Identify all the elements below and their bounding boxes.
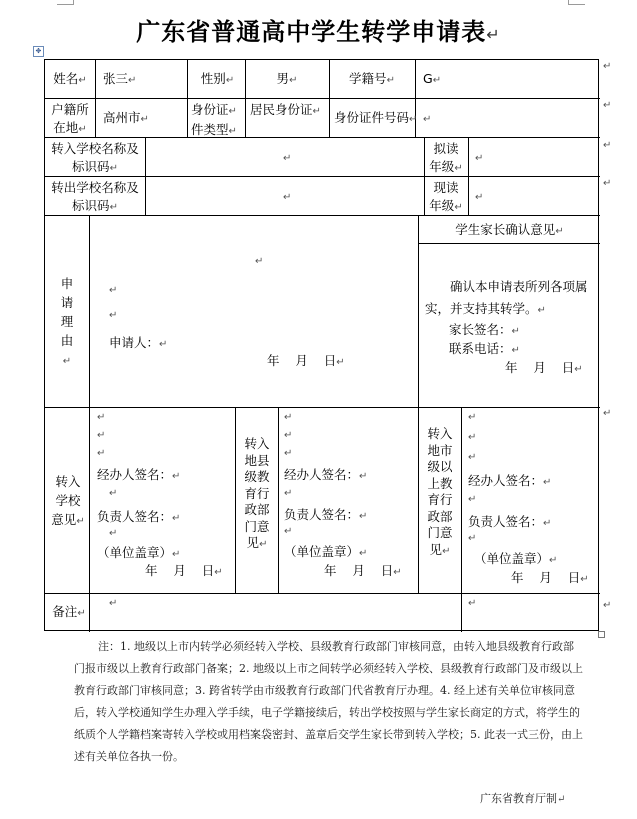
name-value[interactable]: 张三↵ <box>103 71 137 86</box>
row-end-mark: ↵ <box>603 61 612 72</box>
city-opinion-label: 转入 地市 级以 上教 育行 政部 门意 见↵ <box>427 426 453 557</box>
id-no-label: 身份证件号码↵ <box>334 110 418 125</box>
row-end-mark: ↵ <box>603 100 612 111</box>
table-resize-handle[interactable] <box>598 631 605 638</box>
name-label: 姓名↵ <box>53 71 87 86</box>
school-seal-label: （单位盖章）↵ <box>97 545 181 560</box>
parent-phone-label: 联系电话：↵ <box>449 341 520 356</box>
city-handler-label: 经办人签名：↵ <box>468 473 552 488</box>
to-school-label: 转入学校名称及 标识码↵ <box>51 141 139 174</box>
id-type-value[interactable]: 居民身份证↵ <box>250 102 321 117</box>
reason-side-label: 申 请 理 由↵ <box>60 276 74 367</box>
gender-value[interactable]: 男↵ <box>276 71 298 86</box>
school-opinion-label: 转入 学校 意见↵ <box>51 474 85 527</box>
county-opinion-label: 转入 地县 级教 育行 政部 门意 见↵ <box>244 436 270 550</box>
row-end-mark: ↵ <box>603 600 612 611</box>
planned-grade-label: 拟读 年级↵ <box>429 141 463 174</box>
applicant-label: 申请人：↵ <box>109 335 168 350</box>
planned-grade-value[interactable]: ↵ <box>475 153 484 164</box>
student-no-label: 学籍号↵ <box>349 71 395 86</box>
city-leader-label: 负责人签名：↵ <box>468 514 552 529</box>
current-grade-label: 现读 年级↵ <box>429 180 463 213</box>
row-end-mark: ↵ <box>603 178 612 189</box>
parent-sign-label: 家长签名：↵ <box>449 322 520 337</box>
student-no-value[interactable]: G↵ <box>423 71 442 86</box>
reason-date: 年 月 日↵ <box>267 353 345 368</box>
county-date: 年 月 日↵ <box>324 563 402 578</box>
page-corner-mark <box>57 0 74 5</box>
id-type-label: 身份证↵ 件类型↵ <box>191 102 237 137</box>
gender-label: 性别↵ <box>200 71 235 86</box>
school-leader-label: 负责人签名：↵ <box>97 509 181 524</box>
table-move-handle-icon[interactable]: ✥ <box>33 46 44 57</box>
city-date: 年 月 日↵ <box>511 570 589 585</box>
id-no-value[interactable]: ↵ <box>423 114 432 125</box>
issuer-footer: 广东省教育厅制↵ <box>480 792 566 805</box>
row-end-mark: ↵ <box>603 140 612 151</box>
county-leader-label: 负责人签名：↵ <box>284 507 368 522</box>
from-school-label: 转出学校名称及 标识码↵ <box>51 180 139 213</box>
remarks-label: 备注↵ <box>52 604 86 619</box>
parent-confirm-text-1: 确认本申请表所列各项属 <box>450 279 588 294</box>
parent-date: 年 月 日↵ <box>505 360 583 375</box>
school-date: 年 月 日↵ <box>145 563 223 578</box>
county-handler-label: 经办人签名：↵ <box>284 467 368 482</box>
application-form-table: 姓名↵ 张三↵ 性别↵ 男↵ 学籍号↵ G↵ 户籍所 在地↵ 高州市↵ 身份证↵ 件类型↵ 居民身份证↵ 身份证件号码↵ ↵ 转入学校名称及 标识码↵ ↵ 拟读 年级↵ ↵ 转出学校名称及 标识码↵ ↵ 现读 年级↵ ↵ 申 请 理 由↵ ↵ ↵ ↵ 申请人：↵ 年 月 日↵ 学生家长确认意见↵ 确认本申请表所列各项属 实，并支持其转学。↵ 家长签名：↵ 联系电话：↵ 年 月 日↵ 转入 学校 意见↵ ↵ ↵ ↵ 经办人签名：↵ ↵ 负责人签名：↵ ↵ （单位盖章）↵ 年 月 日↵ 转入 地县 级教 育行 政部 门意 见↵ ↵ ↵ ↵ 经办人签名：↵ ↵ 负责人签名：↵ ↵ （单位盖章）↵ 年 月 日↵ 转入 地市 级以 上教 育行 政部 门意 见↵ ↵ ↵ ↵ 经办人签名：↵ ↵ 负责人签名：↵ ↵ （单位盖章）↵ 年 月 日↵ 备注↵ ↵ ↵ <box>44 59 599 631</box>
remarks-input[interactable]: ↵ <box>109 598 118 609</box>
row-end-mark: ↵ <box>603 408 612 419</box>
school-handler-label: 经办人签名：↵ <box>97 467 181 482</box>
parent-confirm-text-2: 实，并支持其转学。↵ <box>425 301 546 316</box>
to-school-value[interactable]: ↵ <box>283 153 292 164</box>
current-grade-value[interactable]: ↵ <box>475 192 484 203</box>
parent-confirm-header: 学生家长确认意见↵ <box>455 222 564 237</box>
city-seal-label: （单位盖章）↵ <box>474 551 558 566</box>
form-title: 广东省普通高中学生转学申请表↵ <box>136 18 501 46</box>
hukou-value[interactable]: 高州市↵ <box>103 110 149 125</box>
hukou-label: 户籍所 在地↵ <box>51 102 89 135</box>
county-seal-label: （单位盖章）↵ <box>284 544 368 559</box>
reason-text-area[interactable]: ↵ <box>255 256 264 267</box>
page-corner-mark <box>568 0 585 5</box>
from-school-value[interactable]: ↵ <box>283 192 292 203</box>
form-notes: 注：1. 地级以上市内转学必须经转入学校、县级教育行政部门审核同意，由转入地县级教育行政部门报市级以上教育行政部门备案；2. 地级以上市之间转学必须经转入学校、县级教育行政部门及市级以上教育行政部门审核同意；3. 跨省转学由市级教育行政部门代省教育厅办理。4. 经上述有关单位审核同意后，转入学校通知学生办理入学手续，电子学籍接续后，转出学校按照与学生家长商定的方式，将学生的纸质个人学籍档案寄转入学校或用档案袋密封、盖章后交学生家长带到转入学校；5. 此表一式三份，由上述有关单位各执一份。 <box>74 640 583 763</box>
